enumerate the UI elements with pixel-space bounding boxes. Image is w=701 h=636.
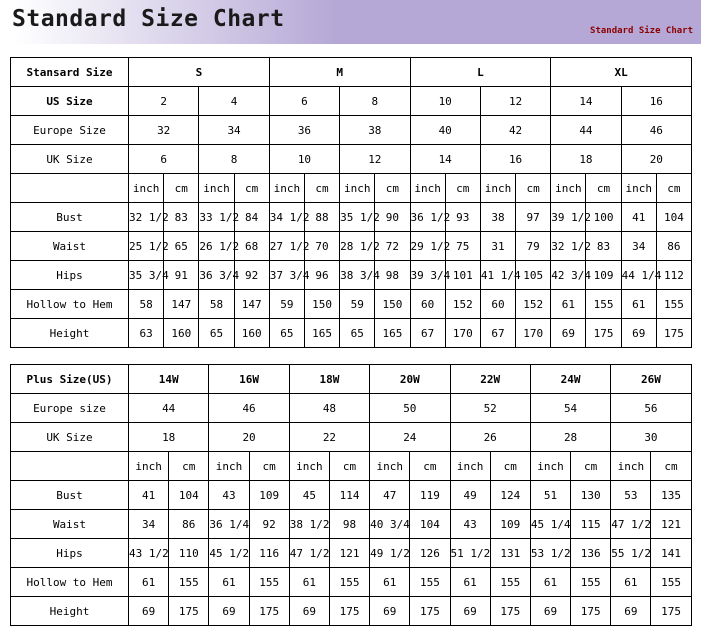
cell: 91: [164, 261, 199, 290]
cell: 37 3/4: [269, 261, 304, 290]
cell: 18: [129, 423, 209, 452]
table-row: [11, 87, 692, 116]
cell: 105: [516, 261, 551, 290]
cell: 175: [651, 597, 691, 626]
plus-size-14w: 14W: [129, 365, 209, 394]
cell: 36 1/2: [410, 203, 445, 232]
cell: 69: [621, 319, 656, 348]
cell: 65: [199, 319, 234, 348]
cell: 20: [209, 423, 289, 452]
unit-cell: cm: [490, 452, 530, 481]
cell: 150: [375, 290, 410, 319]
cell: 16: [480, 145, 550, 174]
unit-row: [11, 174, 692, 203]
cell: 58: [129, 290, 164, 319]
cell: 131: [490, 539, 530, 568]
plus-size-22w: 22W: [450, 365, 530, 394]
cell: 26 1/2: [199, 232, 234, 261]
cell: 155: [490, 568, 530, 597]
cell: 45: [289, 481, 329, 510]
plus-size-26w: 26W: [611, 365, 691, 394]
cell: 61: [450, 568, 490, 597]
cell: 79: [516, 232, 551, 261]
cell: 67: [480, 319, 515, 348]
cell: 109: [490, 510, 530, 539]
unit-cell: cm: [375, 174, 410, 203]
cell: 54: [530, 394, 610, 423]
cell: 51: [530, 481, 570, 510]
table-row: [11, 232, 692, 261]
plus-size-table: [10, 364, 692, 626]
cell: 72: [375, 232, 410, 261]
letter-size-l: L: [410, 58, 551, 87]
cell: 155: [329, 568, 369, 597]
cell: 61: [289, 568, 329, 597]
cell: 65: [269, 319, 304, 348]
row-label-us-size: US Size: [11, 87, 129, 116]
unit-cell: cm: [329, 452, 369, 481]
cell: 20: [621, 145, 691, 174]
table-row: [11, 365, 692, 394]
cell: 2: [129, 87, 199, 116]
unit-cell: inch: [611, 452, 651, 481]
cell: 109: [586, 261, 621, 290]
unit-cell: inch: [370, 452, 410, 481]
row-label-waist: Waist: [11, 232, 129, 261]
unit-cell: cm: [164, 174, 199, 203]
cell: 175: [329, 597, 369, 626]
cell: 33 1/2: [199, 203, 234, 232]
cell: 10: [410, 87, 480, 116]
cell: 14: [410, 145, 480, 174]
unit-cell: cm: [586, 174, 621, 203]
header-right-label: Standard Size Chart: [590, 26, 693, 36]
cell: 59: [269, 290, 304, 319]
cell: 110: [169, 539, 209, 568]
table-row: [11, 481, 692, 510]
row-label-europe-size: Europe Size: [11, 116, 129, 145]
cell: 44: [129, 394, 209, 423]
cell: 34: [621, 232, 656, 261]
cell: 152: [516, 290, 551, 319]
cell: 152: [445, 290, 480, 319]
cell: 39 3/4: [410, 261, 445, 290]
cell: 175: [249, 597, 289, 626]
cell: 45 1/2: [209, 539, 249, 568]
cell: 28: [530, 423, 610, 452]
cell: 165: [304, 319, 339, 348]
unit-cell: cm: [445, 174, 480, 203]
unit-row-blank: [11, 452, 129, 481]
cell: 36: [269, 116, 339, 145]
cell: 40 3/4: [370, 510, 410, 539]
plus-size-20w: 20W: [370, 365, 450, 394]
cell: 34: [199, 116, 269, 145]
cell: 27 1/2: [269, 232, 304, 261]
page-title: Standard Size Chart: [12, 6, 285, 32]
cell: 165: [375, 319, 410, 348]
cell: 98: [329, 510, 369, 539]
unit-cell: inch: [289, 452, 329, 481]
cell: 147: [164, 290, 199, 319]
unit-cell: cm: [651, 452, 691, 481]
cell: 53: [611, 481, 651, 510]
unit-cell: inch: [551, 174, 586, 203]
cell: 84: [234, 203, 269, 232]
cell: 51 1/2: [450, 539, 490, 568]
cell: 175: [169, 597, 209, 626]
cell: 29 1/2: [410, 232, 445, 261]
unit-cell: cm: [516, 174, 551, 203]
cell: 46: [209, 394, 289, 423]
cell: 14: [551, 87, 621, 116]
cell: 115: [571, 510, 611, 539]
unit-cell: inch: [410, 174, 445, 203]
cell: 69: [611, 597, 651, 626]
cell: 41: [129, 481, 169, 510]
cell: 48: [289, 394, 369, 423]
cell: 38: [340, 116, 410, 145]
cell: 24: [370, 423, 450, 452]
table-row: [11, 290, 692, 319]
row-label-europe-size: Europe size: [11, 394, 129, 423]
cell: 44 1/4: [621, 261, 656, 290]
cell: 155: [571, 568, 611, 597]
unit-cell: inch: [129, 174, 164, 203]
cell: 175: [586, 319, 621, 348]
cell: 96: [304, 261, 339, 290]
cell: 170: [516, 319, 551, 348]
row-label-height: Height: [11, 597, 129, 626]
table-row: [11, 539, 692, 568]
cell: 31: [480, 232, 515, 261]
cell: 97: [516, 203, 551, 232]
cell: 43: [209, 481, 249, 510]
cell: 69: [370, 597, 410, 626]
unit-cell: cm: [571, 452, 611, 481]
cell: 160: [164, 319, 199, 348]
cell: 141: [651, 539, 691, 568]
cell: 155: [656, 290, 691, 319]
cell: 6: [129, 145, 199, 174]
cell: 135: [651, 481, 691, 510]
table-row: [11, 394, 692, 423]
cell: 38: [480, 203, 515, 232]
cell: 53 1/2: [530, 539, 570, 568]
unit-cell: cm: [304, 174, 339, 203]
plus-size-24w: 24W: [530, 365, 610, 394]
cell: 8: [199, 145, 269, 174]
unit-row: [11, 452, 692, 481]
cell: 104: [656, 203, 691, 232]
unit-cell: inch: [129, 452, 169, 481]
cell: 69: [450, 597, 490, 626]
cell: 61: [621, 290, 656, 319]
cell: 155: [410, 568, 450, 597]
cell: 47 1/2: [611, 510, 651, 539]
table-row: [11, 58, 692, 87]
cell: 26: [450, 423, 530, 452]
cell: 112: [656, 261, 691, 290]
cell: 175: [656, 319, 691, 348]
cell: 61: [370, 568, 410, 597]
cell: 65: [164, 232, 199, 261]
cell: 32: [129, 116, 199, 145]
letter-size-m: M: [269, 58, 410, 87]
cell: 46: [621, 116, 691, 145]
unit-cell: inch: [340, 174, 375, 203]
cell: 104: [169, 481, 209, 510]
cell: 55 1/2: [611, 539, 651, 568]
cell: 25 1/2: [129, 232, 164, 261]
cell: 83: [586, 232, 621, 261]
table-row: [11, 116, 692, 145]
unit-cell: cm: [234, 174, 269, 203]
unit-cell: inch: [621, 174, 656, 203]
unit-cell: cm: [249, 452, 289, 481]
cell: 88: [304, 203, 339, 232]
cell: 38 1/2: [289, 510, 329, 539]
row-label-uk-size: UK Size: [11, 423, 129, 452]
cell: 35 3/4: [129, 261, 164, 290]
cell: 43: [450, 510, 490, 539]
cell: 47: [370, 481, 410, 510]
unit-cell: inch: [209, 452, 249, 481]
cell: 60: [480, 290, 515, 319]
cell: 104: [410, 510, 450, 539]
cell: 44: [551, 116, 621, 145]
cell: 86: [169, 510, 209, 539]
cell: 43 1/2: [129, 539, 169, 568]
cell: 45 1/4: [530, 510, 570, 539]
cell: 75: [445, 232, 480, 261]
cell: 69: [530, 597, 570, 626]
cell: 30: [611, 423, 691, 452]
cell: 109: [249, 481, 289, 510]
unit-cell: cm: [410, 452, 450, 481]
cell: 10: [269, 145, 339, 174]
cell: 155: [249, 568, 289, 597]
table-row: [11, 510, 692, 539]
cell: 68: [234, 232, 269, 261]
plus-size-18w: 18W: [289, 365, 369, 394]
cell: 114: [329, 481, 369, 510]
unit-cell: inch: [480, 174, 515, 203]
row-label-hips: Hips: [11, 261, 129, 290]
cell: 130: [571, 481, 611, 510]
cell: 40: [410, 116, 480, 145]
cell: 124: [490, 481, 530, 510]
letter-size-s: S: [129, 58, 270, 87]
cell: 175: [410, 597, 450, 626]
cell: 52: [450, 394, 530, 423]
cell: 36 1/4: [209, 510, 249, 539]
unit-cell: inch: [199, 174, 234, 203]
cell: 69: [129, 597, 169, 626]
unit-cell: cm: [169, 452, 209, 481]
table-row: [11, 203, 692, 232]
cell: 22: [289, 423, 369, 452]
cell: 28 1/2: [340, 232, 375, 261]
cell: 160: [234, 319, 269, 348]
cell: 56: [611, 394, 691, 423]
cell: 12: [340, 145, 410, 174]
cell: 58: [199, 290, 234, 319]
table-row: [11, 319, 692, 348]
cell: 41: [621, 203, 656, 232]
cell: 61: [530, 568, 570, 597]
row-label-hollow-to-hem: Hollow to Hem: [11, 568, 129, 597]
row-label-bust: Bust: [11, 203, 129, 232]
cell: 147: [234, 290, 269, 319]
row-label-hollow-to-hem: Hollow to Hem: [11, 290, 129, 319]
cell: 175: [490, 597, 530, 626]
cell: 47 1/2: [289, 539, 329, 568]
cell: 6: [269, 87, 339, 116]
unit-row-blank: [11, 174, 129, 203]
unit-cell: cm: [656, 174, 691, 203]
cell: 69: [289, 597, 329, 626]
cell: 116: [249, 539, 289, 568]
row-label-uk-size: UK Size: [11, 145, 129, 174]
cell: 42: [480, 116, 550, 145]
cell: 4: [199, 87, 269, 116]
cell: 100: [586, 203, 621, 232]
cell: 175: [571, 597, 611, 626]
cell: 49 1/2: [370, 539, 410, 568]
plus-size-16w: 16W: [209, 365, 289, 394]
cell: 32 1/2: [129, 203, 164, 232]
cell: 12: [480, 87, 550, 116]
cell: 59: [340, 290, 375, 319]
letter-size-xl: XL: [551, 58, 692, 87]
cell: 86: [656, 232, 691, 261]
cell: 42 3/4: [551, 261, 586, 290]
cell: 34: [129, 510, 169, 539]
cell: 150: [304, 290, 339, 319]
cell: 119: [410, 481, 450, 510]
cell: 155: [169, 568, 209, 597]
row-label-height: Height: [11, 319, 129, 348]
cell: 16: [621, 87, 691, 116]
cell: 121: [651, 510, 691, 539]
unit-cell: inch: [450, 452, 490, 481]
cell: 69: [209, 597, 249, 626]
table-row: [11, 568, 692, 597]
row-label-waist: Waist: [11, 510, 129, 539]
table-row: [11, 597, 692, 626]
cell: 34 1/2: [269, 203, 304, 232]
cell: 155: [651, 568, 691, 597]
cell: 36 3/4: [199, 261, 234, 290]
cell: 136: [571, 539, 611, 568]
cell: 65: [340, 319, 375, 348]
row-label-bust: Bust: [11, 481, 129, 510]
cell: 32 1/2: [551, 232, 586, 261]
cell: 8: [340, 87, 410, 116]
cell: 98: [375, 261, 410, 290]
unit-cell: inch: [530, 452, 570, 481]
cell: 92: [234, 261, 269, 290]
cell: 70: [304, 232, 339, 261]
cell: 49: [450, 481, 490, 510]
unit-cell: inch: [269, 174, 304, 203]
cell: 170: [445, 319, 480, 348]
cell: 83: [164, 203, 199, 232]
table-row: [11, 145, 692, 174]
cell: 41 1/4: [480, 261, 515, 290]
table-row: [11, 261, 692, 290]
cell: 60: [410, 290, 445, 319]
row-label-hips: Hips: [11, 539, 129, 568]
cell: 101: [445, 261, 480, 290]
plus-size-label: Plus Size(US): [11, 365, 129, 394]
cell: 38 3/4: [340, 261, 375, 290]
cell: 39 1/2: [551, 203, 586, 232]
cell: 63: [129, 319, 164, 348]
cell: 18: [551, 145, 621, 174]
cell: 90: [375, 203, 410, 232]
standard-size-table: [10, 57, 692, 348]
cell: 92: [249, 510, 289, 539]
cell: 69: [551, 319, 586, 348]
cell: 61: [611, 568, 651, 597]
cell: 67: [410, 319, 445, 348]
table-row: [11, 423, 692, 452]
cell: 61: [551, 290, 586, 319]
cell: 61: [209, 568, 249, 597]
standard-size-label: Stansard Size: [11, 58, 129, 87]
cell: 50: [370, 394, 450, 423]
cell: 121: [329, 539, 369, 568]
cell: 93: [445, 203, 480, 232]
cell: 35 1/2: [340, 203, 375, 232]
cell: 155: [586, 290, 621, 319]
cell: 61: [129, 568, 169, 597]
cell: 126: [410, 539, 450, 568]
